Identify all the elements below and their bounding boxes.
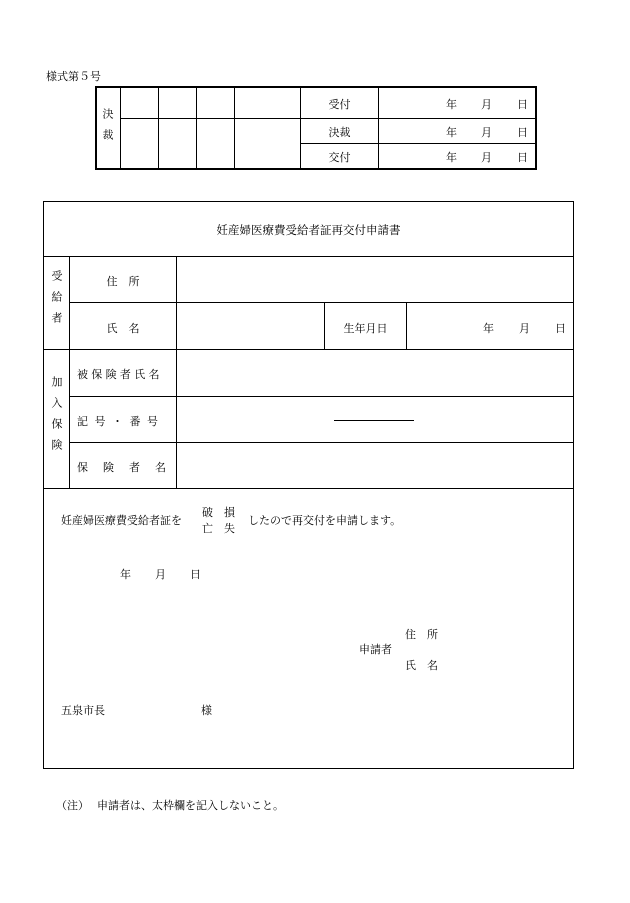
- form-title: 妊産婦医療費受給者証再交付申請書: [216, 223, 401, 237]
- option-damaged[interactable]: 破 損: [202, 506, 235, 519]
- application-year: 年: [120, 568, 131, 581]
- applicant-address-label: 住 所: [405, 628, 438, 641]
- approval-side-label: 決裁: [101, 108, 114, 150]
- approval-row-day: 日: [517, 98, 528, 111]
- approval-row-day: 日: [517, 151, 528, 164]
- insured-name-label-text: 被保険者氏名: [77, 368, 163, 381]
- approval-row-day: 日: [517, 126, 528, 139]
- dob-day: 日: [555, 322, 566, 335]
- dob-month: 月: [519, 322, 530, 335]
- insured-name-field[interactable]: [177, 350, 573, 396]
- applicant-label: 申請者: [359, 643, 392, 656]
- insured-name-label: [77, 366, 169, 382]
- approval-row-year: 年: [446, 98, 457, 111]
- approval-row-year: 年: [446, 126, 457, 139]
- symbol-number-separator: [334, 420, 414, 421]
- recipient-group-label: 受給者: [50, 270, 63, 333]
- approval-row-label: 受付: [328, 98, 351, 111]
- note-prefix: （注）: [56, 799, 89, 812]
- address-field[interactable]: [177, 257, 573, 302]
- approval-row-label: 交付: [328, 151, 351, 164]
- form-number-label: 様式第５号: [46, 70, 101, 83]
- addressee-honorific: 様: [201, 704, 212, 717]
- insurer-name-field[interactable]: [177, 443, 573, 488]
- dob-year: 年: [483, 322, 494, 335]
- insurance-group-label: 加入保険: [50, 376, 63, 460]
- approval-row-month: 月: [481, 126, 492, 139]
- symbol-number-label: 記号・番号: [77, 415, 165, 428]
- approval-row-month: 月: [481, 151, 492, 164]
- insurer-name-label: 保険者名: [77, 461, 181, 474]
- note-text: 申請者は、太枠欄を記入しないこと。: [97, 799, 284, 812]
- statement-tail: したので再交付を申請します。: [248, 514, 402, 527]
- dob-label: 生年月日: [343, 322, 388, 335]
- application-month: 月: [155, 568, 166, 581]
- name-field[interactable]: [177, 303, 324, 349]
- address-label: 住 所: [106, 275, 140, 288]
- applicant-name-label: 氏 名: [405, 659, 438, 672]
- approval-row-year: 年: [446, 151, 457, 164]
- approval-row-month: 月: [481, 98, 492, 111]
- application-day: 日: [190, 568, 201, 581]
- addressee-mayor: 五泉市長: [61, 704, 105, 717]
- option-lost[interactable]: 亡 失: [202, 522, 235, 535]
- approval-row-label: 決裁: [328, 126, 351, 139]
- name-label: 氏 名: [106, 322, 140, 335]
- statement-lead: 妊産婦医療費受給者証を: [61, 514, 182, 527]
